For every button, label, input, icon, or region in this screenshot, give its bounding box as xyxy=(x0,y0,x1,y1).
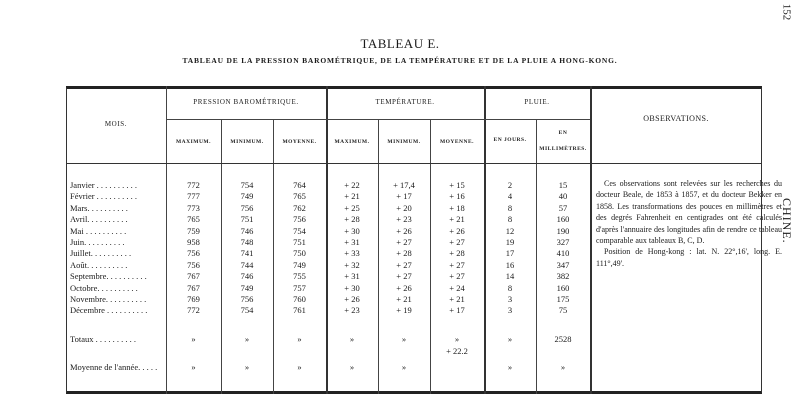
table-cell-pmoy: 751 xyxy=(293,237,306,247)
table-cell-pmax: 958 xyxy=(187,237,200,247)
month-label: Mai . . . . . . . . . . xyxy=(70,226,127,236)
col-divider xyxy=(590,86,592,394)
table-cell-jours: 14 xyxy=(505,271,515,281)
table-cell-tmoy: + 18 xyxy=(449,203,465,213)
table-cell-mm: 410 xyxy=(556,248,570,258)
table-cell-tmax: + 31 xyxy=(344,237,360,247)
moyenne-label: Moyenne de l'année. . . . . xyxy=(70,362,158,372)
table-cell-pmin: 749 xyxy=(240,283,254,293)
table-cell-pmoy: 756 xyxy=(293,214,306,224)
table-cell-pmax: 756 xyxy=(187,248,200,258)
table-cell-tmin: + 26 xyxy=(396,283,412,293)
table-cell-jours: 8 xyxy=(507,214,513,224)
table-cell-mm: 347 xyxy=(556,260,570,270)
table-cell-mm: 175 xyxy=(556,294,570,304)
table-cell-pmax: 777 xyxy=(187,191,200,201)
table-cell-tmax: + 30 xyxy=(344,226,360,236)
header-rule xyxy=(66,163,762,164)
header-rule xyxy=(166,119,590,120)
month-label: Avril. . . . . . . . . . xyxy=(70,214,128,224)
table-cell-tmoy: + 26 xyxy=(449,226,465,236)
table-cell-pmoy: 765 xyxy=(293,191,306,201)
table-cell-pmoy: 761 xyxy=(293,305,306,315)
table-cell-tmin: + 27 xyxy=(396,271,412,281)
table-cell-jours: 3 xyxy=(507,294,513,304)
table-cell-pmax: 756 xyxy=(187,260,200,270)
table-cell-mm: 382 xyxy=(556,271,570,281)
subheader-temp-moy: MOYENNE. xyxy=(439,139,475,145)
moyenne-cell-tmax: » xyxy=(349,362,355,372)
totaux-cell-tmoy: » xyxy=(454,334,460,344)
month-label: Juin. . . . . . . . . . xyxy=(70,237,125,247)
table-cell-pmoy: 757 xyxy=(293,283,306,293)
observations-text xyxy=(596,178,782,269)
table-cell-mm: 75 xyxy=(558,305,568,315)
table-cell-pmin: 751 xyxy=(240,214,254,224)
table-cell-pmoy: 755 xyxy=(293,271,306,281)
table-cell-tmin: + 17 xyxy=(396,191,412,201)
table-cell-tmin: + 28 xyxy=(396,248,412,258)
table-cell-tmax: + 23 xyxy=(344,305,360,315)
table-cell-pmin: 746 xyxy=(240,271,254,281)
totaux-cell-tmax: » xyxy=(349,334,355,344)
table-cell-mm: 15 xyxy=(558,180,568,190)
month-label: Juillet. . . . . . . . . . xyxy=(70,248,132,258)
table-cell-jours: 12 xyxy=(505,226,515,236)
table-cell-pmoy: 760 xyxy=(293,294,306,304)
table-cell-tmax: + 31 xyxy=(344,271,360,281)
table-cell-tmax: + 28 xyxy=(344,214,360,224)
month-label: Février . . . . . . . . . . xyxy=(70,191,138,201)
table-cell-pmin: 748 xyxy=(240,237,254,247)
table-cell-pmax: 773 xyxy=(187,203,200,213)
moyenne-cell-mm: » xyxy=(560,362,566,372)
month-label: Mars. . . . . . . . . . xyxy=(70,203,128,213)
table-cell-tmax: + 22 xyxy=(344,180,360,190)
table-cell-jours: 3 xyxy=(507,305,513,315)
subheader-pluie-mm: MILLIMÈTRES. xyxy=(539,146,587,152)
table-cell-jours: 16 xyxy=(505,260,515,270)
table-cell-pmin: 756 xyxy=(240,294,254,304)
subheader-pression-moy: MOYENNE. xyxy=(282,139,317,145)
month-label: Décembre . . . . . . . . . . xyxy=(70,305,148,315)
header-observations: OBSERVATIONS. xyxy=(643,114,709,123)
table-cell-pmin: 754 xyxy=(240,180,254,190)
totaux-cell-pmin: » xyxy=(244,334,250,344)
table-title: TABLEAU E. xyxy=(360,36,440,51)
table-cell-tmoy: + 21 xyxy=(449,214,465,224)
table-cell-pmax: 759 xyxy=(187,226,200,236)
table-cell-tmoy: + 24 xyxy=(449,283,465,293)
table-cell-pmin: 746 xyxy=(240,226,254,236)
table-cell-mm: 190 xyxy=(556,226,570,236)
table-cell-tmin: + 27 xyxy=(396,237,412,247)
table-cell-jours: 8 xyxy=(507,283,513,293)
table-cell-mm: 40 xyxy=(558,191,568,201)
table-cell-pmoy: 754 xyxy=(293,226,306,236)
table-cell-jours: 17 xyxy=(505,248,515,258)
table-cell-jours: 19 xyxy=(505,237,515,247)
totaux-label: Totaux . . . . . . . . . . xyxy=(70,334,136,344)
table-cell-tmin: + 26 xyxy=(396,226,412,236)
subheader-pression-min: MINIMUM. xyxy=(230,139,264,145)
table-cell-jours: 2 xyxy=(507,180,513,190)
table-cell-pmoy: 750 xyxy=(293,248,306,258)
observations-paragraph: Ces observations sont relevées sur les recherches du docteur Beale, de 1853 à 1857, et du docteur Bekker en 1858. Les transformations des pouces en millimètres et des degrés Fahrenheit en centigrades ont été calculés d'après l'annuaire des longitudes afin de rendre ce tableau comparable aux tableaux B, C, D. xyxy=(596,179,782,246)
totaux-cell-mm: 2528 xyxy=(554,334,572,344)
table-cell-tmoy: + 17 xyxy=(449,305,465,315)
totaux-cell-pmax: » xyxy=(191,334,196,344)
table-cell-pmax: 765 xyxy=(187,214,200,224)
header-mois: MOIS. xyxy=(104,120,128,128)
table-cell-pmax: 772 xyxy=(187,305,200,315)
month-label: Novembre. . . . . . . . . . xyxy=(70,294,147,304)
totaux-cell-tmin: » xyxy=(401,334,407,344)
table-cell-jours: 8 xyxy=(507,203,513,213)
table-cell-tmin: + 21 xyxy=(396,294,412,304)
table-cell-tmax: + 25 xyxy=(344,203,360,213)
table-cell-pmoy: 764 xyxy=(293,180,306,190)
table-cell-tmin: + 27 xyxy=(396,260,412,270)
table-cell-pmin: 741 xyxy=(240,248,254,258)
table-cell-pmoy: 749 xyxy=(293,260,306,270)
table-cell-tmax: + 30 xyxy=(344,283,360,293)
table-cell-mm: 160 xyxy=(556,283,570,293)
table-cell-mm: 160 xyxy=(556,214,570,224)
subheader-temp-max: MAXIMUM. xyxy=(334,139,370,145)
table-cell-pmin: 754 xyxy=(240,305,254,315)
header-temperature: TEMPÉRATURE. xyxy=(375,98,435,106)
moyenne-cell-tmin: » xyxy=(401,362,407,372)
table-cell-pmin: 744 xyxy=(240,260,254,270)
table-cell-tmoy: + 27 xyxy=(449,260,465,270)
table-cell-tmin: + 17,4 xyxy=(393,180,415,190)
table-cell-tmoy: + 27 xyxy=(449,271,465,281)
moyenne-cell-pmax: » xyxy=(191,362,196,372)
table-cell-tmoy: + 28 xyxy=(449,248,465,258)
subheader-pression-max: MAXIMUM. xyxy=(175,139,211,145)
table-cell-tmin: + 23 xyxy=(396,214,412,224)
totaux-cell-pmoy: » xyxy=(297,334,302,344)
table-cell-tmoy: + 15 xyxy=(449,180,465,190)
month-label: Janvier . . . . . . . . . . xyxy=(70,180,138,190)
moyenne-cell-pmin: » xyxy=(244,362,250,372)
table-cell-pmax: 767 xyxy=(187,271,200,281)
table-cell-pmin: 749 xyxy=(240,191,254,201)
table-cell-pmax: 769 xyxy=(187,294,200,304)
table-subtitle: TABLEAU DE LA PRESSION BAROMÉTRIQUE, DE LA TEMPÉRATURE ET DE LA PLUIE A HONG-KONG. xyxy=(182,56,618,65)
table-cell-tmoy: + 21 xyxy=(449,294,465,304)
subheader-pluie-jours: EN JOURS. xyxy=(493,137,527,143)
table-cell-pmoy: 762 xyxy=(293,203,306,213)
header-pluie: PLUIE. xyxy=(524,98,550,106)
month-label: Août. . . . . . . . . . xyxy=(70,260,128,270)
moyenne-cell-pmoy: » xyxy=(297,362,302,372)
subheader-pluie-en: EN xyxy=(558,130,568,136)
table-cell-tmax: + 32 xyxy=(344,260,360,270)
side-label: CHINE. xyxy=(780,198,794,244)
month-label: Octobre. . . . . . . . . . xyxy=(70,283,138,293)
month-label: Septembre. . . . . . . . . . xyxy=(70,271,147,281)
table-cell-pmax: 772 xyxy=(187,180,200,190)
subheader-temp-min: MINIMUM. xyxy=(387,139,421,145)
table-cell-pmax: 767 xyxy=(187,283,200,293)
moyenne-cell-tmoy: + 22.2 xyxy=(446,346,468,356)
header-pression: PRESSION BAROMÉTRIQUE. xyxy=(193,98,299,106)
table-cell-tmax: + 26 xyxy=(344,294,360,304)
table-cell-tmoy: + 27 xyxy=(449,237,465,247)
table-cell-tmoy: + 16 xyxy=(449,191,465,201)
table-cell-tmax: + 21 xyxy=(344,191,360,201)
page-number: 152 xyxy=(779,3,792,21)
table-cell-mm: 327 xyxy=(556,237,570,247)
table-cell-tmin: + 19 xyxy=(396,305,412,315)
observations-position: Position de Hong-kong : lat. N. 22°,16', long. E. 111°,49'. xyxy=(596,247,782,268)
table-cell-tmin: + 20 xyxy=(396,203,412,213)
moyenne-cell-jours: » xyxy=(507,362,513,372)
table-cell-jours: 4 xyxy=(507,191,513,201)
table-cell-mm: 57 xyxy=(558,203,568,213)
table-cell-tmax: + 33 xyxy=(344,248,360,258)
totaux-cell-jours: » xyxy=(507,334,513,344)
table-cell-pmin: 756 xyxy=(240,203,254,213)
